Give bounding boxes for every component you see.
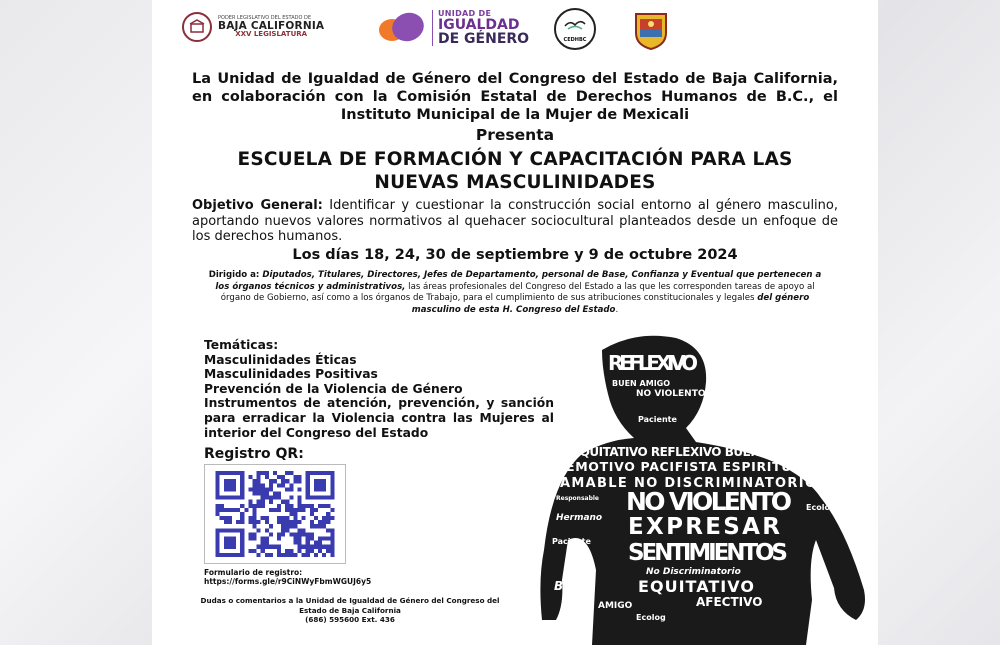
mexicali-shield-logo: [634, 11, 668, 55]
dirigido-emph2: del género masculino de esta H. Congreso del Estado: [411, 293, 810, 315]
form-label: Formulario de registro:: [204, 568, 303, 577]
shield-icon: [634, 11, 668, 51]
figure-word: Paciente: [552, 537, 591, 546]
figure-word: AMABLE NO DISCRIMINATORIO: [560, 476, 816, 491]
igualdad-line2: IGUALDAD: [438, 17, 520, 33]
cedhbc-logo: [554, 8, 600, 54]
flyer: [152, 0, 878, 645]
figure-word: Responsable: [556, 495, 599, 502]
figure-word: Hermano: [556, 513, 603, 523]
event-title-line1: ESCUELA DE FORMACIÓN Y CAPACITACIÓN PARA LAS: [237, 149, 793, 170]
figure-word: SENTIMIENTOS: [628, 540, 788, 566]
tematica-item: Masculinidades Positivas: [204, 367, 378, 382]
congreso-line2: BAJA CALIFORNIA: [218, 19, 325, 32]
contact-line1: Dudas o comentarios a la Unidad de Igualdad de Género del Congreso del: [200, 596, 500, 605]
figure-word: NO VIOLENTO: [626, 487, 792, 516]
form-url-link[interactable]: https://forms.gle/r9CiNWyFbmWGUJ6y5: [204, 577, 372, 586]
figure-word: REFLEXIVO: [608, 351, 698, 375]
contact-line2: Estado de Baja California: [299, 605, 401, 615]
dirigido-text: las áreas profesionales del Congreso del Estado a las que les corresponden tareas de apoyo al órgano de Gobierno, así como a los órganos de Trabajo, para el cumplimiento de sus atribuciones constitucionales y legales: [220, 281, 815, 303]
qr-code-icon: [215, 471, 335, 557]
intro-paragraph: La Unidad de Igualdad de Género del Congreso del Estado de Baja California, en colaboración con la Comisión Estatal de Derechos Humanos de B.C., el Instituto Municipal de la Mujer de Mexicali: [192, 71, 838, 123]
congreso-line3: XXV LEGISLATURA: [235, 30, 308, 39]
figure-word: Buen: [554, 579, 589, 593]
tematica-item: Instrumentos de atención, prevención, y sanción para erradicar la Violencia contra las Mujeres al interior del Congreso del Estado: [204, 396, 554, 440]
figure-word: Ecológico: [806, 503, 849, 512]
objetivo-label: Objetivo General:: [192, 198, 323, 213]
registro-label: Registro QR:: [204, 446, 304, 462]
event-title: [192, 148, 838, 194]
objetivo-text: Identificar y cuestionar la construcción social entorno al género masculino, aportando nuevos valores normativos al quehacer sociocultural planteados desde un enfoque de los derechos humanos.: [192, 198, 838, 244]
figure-word: AFECTIVO: [696, 595, 763, 609]
word-silhouette-figure: [516, 330, 878, 645]
tematicas-list: [204, 338, 554, 440]
figure-word: Paciente: [638, 415, 677, 424]
figure-word: Ecolog: [636, 613, 666, 622]
igualdad-line1: UNIDAD DE: [438, 9, 492, 18]
presenta-label: Presenta: [475, 126, 555, 144]
congreso-line1: PODER LEGISLATIVO DEL ESTADO DE: [218, 14, 311, 21]
tematica-item: Masculinidades Éticas: [204, 352, 357, 367]
figure-word: NO VIOLENTO: [636, 389, 706, 399]
contact-info: [180, 596, 520, 625]
figure-word: EQUITATIVO REFLEXIVO BUEN PADRE: [572, 445, 806, 459]
event-dates: Los días 18, 24, 30 de septiembre y 9 de octubre 2024: [292, 247, 738, 263]
tematicas-heading: Temáticas:: [204, 338, 279, 352]
registro-qr-code[interactable]: [204, 464, 346, 564]
contact-phone: (686) 595600 Ext. 436: [305, 615, 395, 625]
congreso-seal-icon: [182, 12, 212, 42]
congreso-logo: [182, 12, 324, 42]
objetivo-paragraph: [192, 198, 838, 245]
dirigido-paragraph: [208, 270, 822, 316]
igualdad-logo: [376, 10, 529, 46]
figure-word: EMOTIVO PACIFISTA ESPIRITUAL: [566, 459, 810, 474]
dirigido-end: .: [615, 304, 619, 315]
figure-word: AMIGO: [598, 601, 633, 611]
bird-icon: [564, 18, 586, 32]
cedhbc-label: CEDHBC: [563, 37, 587, 43]
logo-row: [152, 8, 878, 54]
figure-word: EQUITATIVO: [638, 577, 754, 596]
igualdad-line3: DE GÉNERO: [438, 31, 530, 47]
figure-word: EXPRESAR: [628, 514, 780, 540]
figure-word: No Discriminatorio: [646, 567, 741, 577]
silhouette-svg: [516, 330, 878, 645]
tematica-item: Prevención de la Violencia de Género: [204, 381, 463, 396]
dirigido-emph1: Diputados, Titulares, Directores, Jefes de Departamento, personal de Base, Confianza y Eventual que pertenecen a los órganos técnicos y administrativos,: [215, 270, 822, 292]
igualdad-leaf-icon: [376, 10, 426, 46]
dirigido-label: Dirigido a:: [208, 270, 260, 280]
event-title-line2: NUEVAS MASCULINIDADES: [374, 172, 656, 193]
figure-word: BUEN AMIGO: [612, 379, 671, 388]
